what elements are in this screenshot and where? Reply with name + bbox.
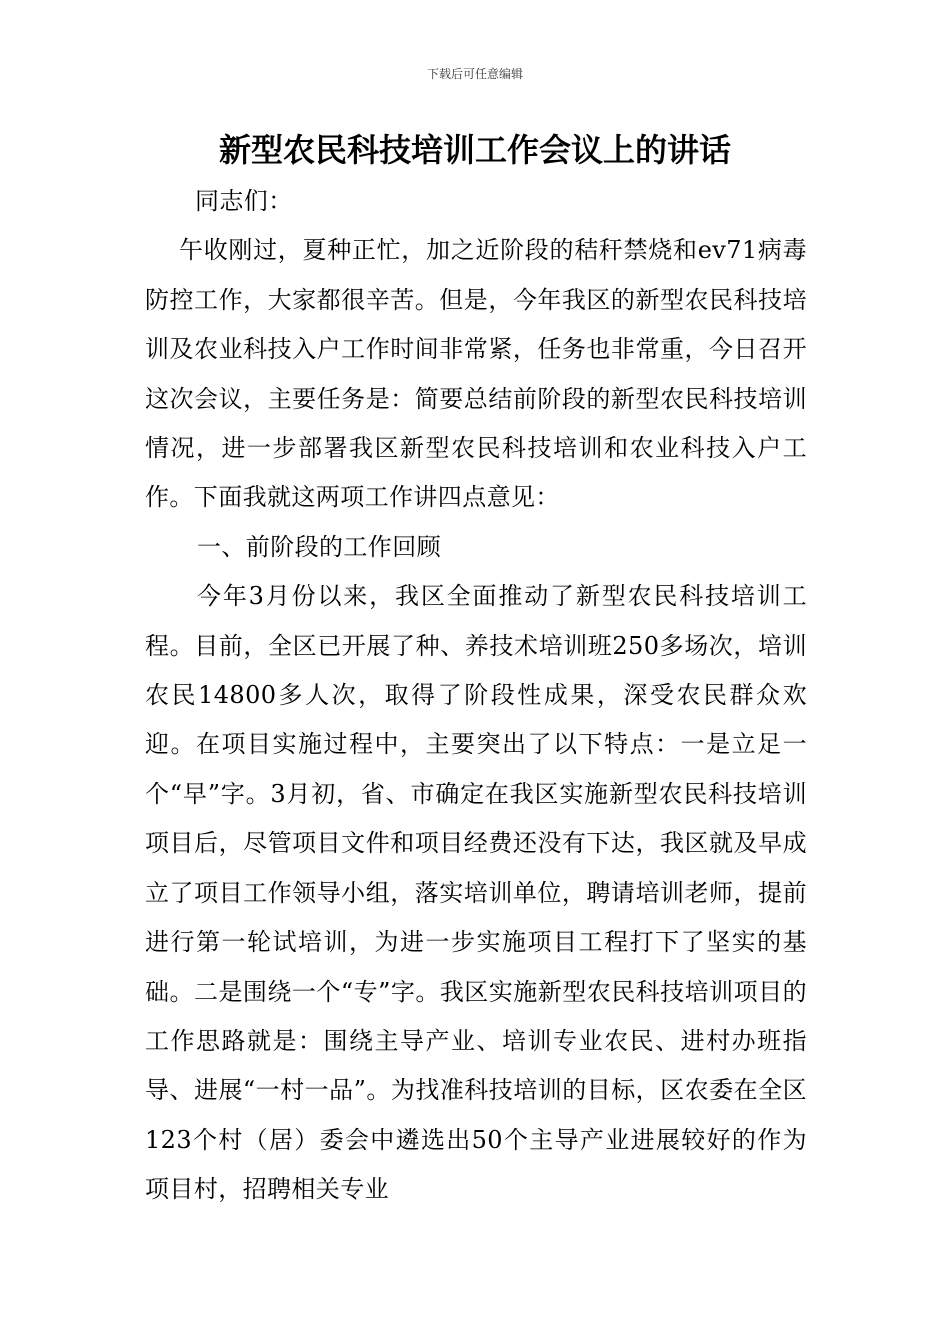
- document-title: 新型农民科技培训工作会议上的讲话: [218, 131, 731, 169]
- section-heading-1: 一、前阶段的工作回顾: [197, 532, 441, 561]
- page-header-note: 下载后可任意编辑: [426, 67, 523, 81]
- paragraph-intro: 午收刚过，夏种正忙，加之近阶段的秸秆禁烧和ev71病毒防控工作，大家都很辛苦。但是，今年我区的新型农民科技培训及农业科技入户工作时间非常紧，任务也非常重，今日召开这次会议，主要任务是：简要总结前阶段的新型农民科技培训情况，进一步部署我区新型农民科技培训和农业科技入户工作。下面我就这两项工作讲四点意见：: [145, 236, 807, 512]
- salutation: 同志们：: [195, 187, 293, 215]
- paragraph-review: 今年3月份以来，我区全面推动了新型农民科技培训工程。目前，全区已开展了种、养技术培训班250多场次，培训农民14800多人次，取得了阶段性成果，深受农民群众欢迎。在项目实施过程中，主要突出了以下特点：一是立足一个“早”字。3月初，省、市确定在我区实施新型农民科技培训项目后，尽管项目文件和项目经费还没有下达，我区就及早成立了项目工作领导小组，落实培训单位，聘请培训老师，提前进行第一轮试培训，为进一步实施项目工程打下了坚实的基础。二是围绕一个“专”字。我区实施新型农民科技培训项目的工作思路就是：围绕主导产业、培训专业农民、进村办班指导、进展“一村一品”。为找准科技培训的目标，区农委在全区123个村（居）委会中遴选出50个主导产业进展较好的作为项目村，招聘相关专业: [145, 582, 807, 1204]
- document-body: [145, 177, 807, 1215]
